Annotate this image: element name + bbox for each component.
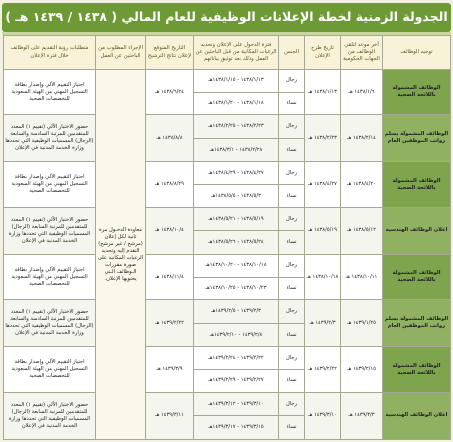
deadline-cell: ١٤٣٨/٢/١٤ هـ (341, 115, 383, 162)
announce-date-cell: ١٤٣٩/٣/١٠ هـ (305, 392, 341, 439)
header-entry-period: فترة الدخول على الإعلان وتحديد الرغبات المكانية من قبل الباحثين عن العمل وذلك بعد توثيق بياناتهم (194, 36, 279, 70)
entry-period-cell: ١٤٣٨/٥/٢٤ - ١٤٣٨/٥/٢٦هـ (194, 231, 279, 255)
gender-cell: نساء (279, 231, 305, 255)
announce-date-cell: ١٤٣٨/٥/١٩ هـ (305, 207, 341, 254)
title-banner (2, 3, 451, 32)
announce-date-cell: ١٤٣٨/١٠/١٨ هـ (305, 254, 341, 299)
requirements-cell: اجتياز التقييم الآلي وإصدار بطاقة التسجيل المهني من الهيئة السعودية للتخصصات الصحية (4, 347, 96, 392)
gender-cell: رجال (279, 115, 305, 139)
procedure-cell: معاودة الدخـول مرة ثانية لكل إعلان (مرشح / غير مرشح) التقدم إليه وتحديد الرغبات المكانية على صورة مقررات الـوظائف الـتي يحتويها الإعلان. (96, 70, 146, 440)
gender-cell: رجال (279, 347, 305, 370)
gender-cell: نساء (279, 92, 305, 115)
announce-date-cell: ١٤٣٨/٢/٢٣ هـ (305, 115, 341, 162)
announce-date-cell: ١٤٣٨/١/١٣ هـ (305, 70, 341, 115)
gender-cell: رجال (279, 162, 305, 185)
header-announce-date: تاريخ طرح الإعلان (305, 36, 341, 70)
gender-cell: رجال (279, 392, 305, 416)
table-row (4, 70, 451, 93)
table-row (4, 392, 451, 416)
schedule-table (3, 35, 451, 440)
header-result-date: التاريخ المتوقع لإعلان نتائج الترشيح (146, 36, 194, 70)
entry-period-cell: ١٤٣٨/١/١٨ - ١٤٣٨/١/٢٠هـ (194, 92, 279, 115)
result-date-cell: ١٤٣٨/١١/٤ هـ (146, 254, 194, 299)
table-row (4, 162, 451, 185)
requirements-cell: حضور الاختبار الآلي (تقييم ١) المعدد للمتقدمين للمرتبة السادسة والسابعة (الرجال) المسميات الوظيفية التي تحددها وزارة الخدمة المدنية في الإعلان (4, 300, 96, 347)
deadline-cell: ١٤٣٩/٢/١٥ هـ (341, 347, 383, 392)
page-title: الجدولة الزمنية لخطة الإعلانات الوظيفية للعام المالي ( ١٤٣٨ / ١٤٣٩ هـ ) (5, 9, 448, 24)
entry-period-cell: ١٤٣٨/٥/١٩ - ١٤٣٨/٥/٢١هـ (194, 207, 279, 231)
gender-cell: نساء (279, 185, 305, 208)
result-date-cell: ١٤٣٩/٣/١١ هـ (146, 392, 194, 439)
job-type-cell: الوظائف المشمولة باللائحة الصحية (383, 254, 451, 299)
deadline-cell: ١٤٣٨/١٠/١١ هـ (341, 254, 383, 299)
deadline-cell: ١٤٣٩/٣/٣ هـ (341, 392, 383, 439)
table-row (4, 254, 451, 277)
job-type-cell: الوظائف المشمولة بسلم رواتب الموظفين العام (383, 115, 451, 162)
result-date-cell: ١٤٣٨/١٠/٤ هـ (146, 207, 194, 254)
job-type-cell: اعلان الوظائف الهندسية (383, 392, 451, 439)
entry-period-cell: ١٤٣٩/٢/٨ - ١٤٣٩/٢/١٠هـ (194, 323, 279, 347)
result-date-cell: ١٤٣٩/٢/٢٢ هـ (146, 300, 194, 347)
deadline-cell: ١٤٣٩/١/٢٥ هـ (341, 300, 383, 347)
gender-cell: نساء (279, 323, 305, 347)
requirements-cell: اجتياز التقييم الآلي وإصدار بطاقة التسجيل المهني من الهيئة السعودية للتخصصات الصحية (4, 70, 96, 115)
entry-period-cell: ١٤٣٩/٢/٣ - ١٤٣٩/٢/٥هـ (194, 300, 279, 324)
requirements-cell: حضور الاختبار الآلي (تقييم ١) المعدد للمتقدمين للمرتبة السابعة (الرجال) المسميات الوظيفية التي تحددها وزارة الخدمة المدنية في الإعلان (4, 207, 96, 254)
deadline-cell: ١٤٣٨/٤/٢٠ هـ (341, 162, 383, 207)
job-type-cell: الوظائف المشمولة باللائحة الصحية (383, 162, 451, 207)
requirements-cell: اجتياز التقييم الآلي وإصدار بطاقة التسجيل المهني من الهيئة السعودية للتخصصات الصحية (4, 254, 96, 299)
result-date-cell: ١٤٣٨/٨/٨ هـ (146, 115, 194, 162)
table-row (4, 347, 451, 370)
requirements-cell: حضور الاختبار الآلي (تقييم ١) المعدد للمتقدمين للمرتبة السابعة (الرجال) المسميات الوظيفية التي تحددها وزارة الخدمة المدنية في الإعلان (4, 392, 96, 439)
result-date-cell: ١٤٣٩/٣/٩ هـ (146, 347, 194, 392)
gender-cell: رجال (279, 207, 305, 231)
header-job: توجيه الوظائف (383, 36, 451, 70)
table-row (4, 115, 451, 139)
entry-period-cell: ١٤٣٩/٣/١٥ - ١٤٣٩/٣/١٧هـ (194, 416, 279, 440)
job-type-cell: الوظائف المشمولة باللائحة الصحية (383, 70, 451, 115)
gender-cell: نساء (279, 138, 305, 162)
entry-period-cell: ١٤٣٩/٣/١٠ - ١٤٣٩/٣/١٢هـ (194, 392, 279, 416)
entry-period-cell: ١٤٣٨/٥/٣ - ١٤٣٨/٥/٥هـ (194, 185, 279, 208)
result-date-cell: ١٤٣٨/٦/٢٤ هـ (146, 70, 194, 115)
entry-period-cell: ١٤٣٨/١٠/٢٣ - ١٤٣٨/١٠/٢٥هـ (194, 277, 279, 300)
header-gender: الجنس (279, 36, 305, 70)
deadline-cell: ١٤٣٨/١/٦ هـ (341, 70, 383, 115)
job-type-cell: الوظائف المشمولة بسلم رواتب الموظفين العام (383, 300, 451, 347)
entry-period-cell: ١٤٣٩/٢/٢٧ - ١٤٣٩/٢/٢٩هـ (194, 370, 279, 393)
schedule-body (4, 70, 451, 440)
requirements-cell: حضور الاختبار الآلي (تقييم ١) المعدد للمتقدمين للمرتبة السادسة والسابعة (الرجال) المسميات الوظيفية التي تحددها وزارة الخدمة المدنية في الإعلان (4, 115, 96, 162)
gender-cell: نساء (279, 416, 305, 440)
gender-cell: رجال (279, 254, 305, 277)
gender-cell: نساء (279, 370, 305, 393)
header-deadline: آخر موعد لتلقي الوظائف من الجهات الحكومية (341, 36, 383, 70)
entry-period-cell: ١٤٣٩/٢/٢٢ - ١٤٣٩/٢/٢٤هـ (194, 347, 279, 370)
gender-cell: رجال (279, 300, 305, 324)
deadline-cell: ١٤٣٨/٥/١٢ هـ (341, 207, 383, 254)
entry-period-cell: ١٤٣٨/٢/٢٨ - ١٤٣٨/٣/١هـ (194, 138, 279, 162)
header-requirements: متطلبات رؤية التقديم على الوظائف خلال فترة الإعلان (4, 36, 96, 70)
table-row (4, 207, 451, 231)
entry-period-cell: ١٤٣٨/٤/٢٧ - ١٤٣٨/٤/٢٩هـ (194, 162, 279, 185)
header-row (4, 36, 451, 70)
entry-period-cell: ١٤٣٨/٢/٢٣ - ١٤٣٨/٢/٢٥هـ (194, 115, 279, 139)
table-row (4, 300, 451, 324)
job-type-cell: اعلان الوظائف الهندسية (383, 207, 451, 254)
requirements-cell: اجتياز التقييم الآلي وإصدار بطاقة التسجيل المهني من الهيئة السعودية للتخصصات الصحية (4, 162, 96, 207)
entry-period-cell: ١٤٣٨/١٠/١٨ - ١٤٣٨/١٠/٢٠هـ (194, 254, 279, 277)
header-procedure: الإجراء المطلوب من الباحثين عن العمل (96, 36, 146, 70)
entry-period-cell: ١٤٣٨/١/١٣ - ١٤٣٨/١/١٥هـ (194, 70, 279, 93)
job-type-cell: الوظائف المشمولة باللائحة الصحية (383, 347, 451, 392)
gender-cell: نساء (279, 277, 305, 300)
announce-date-cell: ١٤٣٩/٢/٣ هـ (305, 300, 341, 347)
gender-cell: رجال (279, 70, 305, 93)
announce-date-cell: ١٤٣٩/٢/٢٢ هـ (305, 347, 341, 392)
announce-date-cell: ١٤٣٨/٤/٢٧ هـ (305, 162, 341, 207)
result-date-cell: ١٤٣٨/٨/٢٩ هـ (146, 162, 194, 207)
